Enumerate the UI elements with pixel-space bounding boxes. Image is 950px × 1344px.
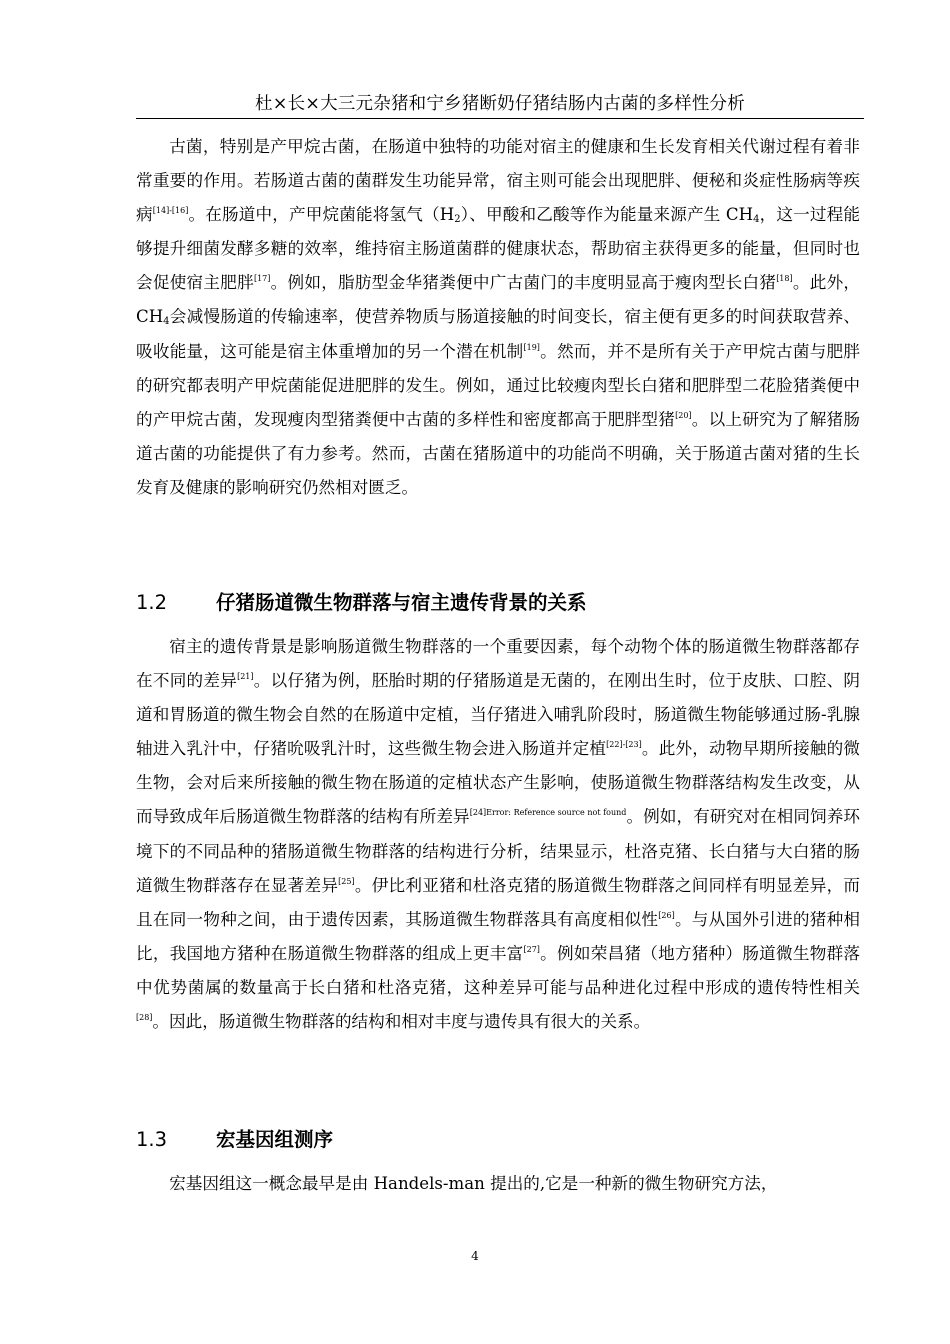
section-number: 1.3 bbox=[136, 1128, 168, 1151]
paragraph-metagenomics bbox=[136, 1167, 860, 1201]
citation: [18] bbox=[776, 274, 793, 284]
text-segment: 。例如，脂肪型金华猪粪便中广古菌门的丰度明显高于瘦肉型长白猪 bbox=[270, 273, 777, 293]
citation: [27] bbox=[523, 944, 540, 954]
text-segment: 。例如荣昌猪（地方猪种）肠道微生物群落中优势菌属的数量高于长白猪和杜洛克猪，这种差异可能与品种进化过程中形成的遗传特性相关 bbox=[136, 943, 861, 997]
section-title: 宏基因组测序 bbox=[216, 1128, 334, 1151]
subscript: 4 bbox=[163, 316, 170, 328]
citation: [28] bbox=[136, 1013, 153, 1023]
text-segment: 古菌，特别是产甲烷古菌，在肠道中独特的功能对宿主的健康和生长发育相关代谢过程有着非常重要的作用。若肠道古菌的菌群发生功能异常，宿主则可能会出现肥胖、便秘和炎症性肠病等疾病 bbox=[136, 137, 860, 225]
text-segment: 。伊比利亚猪和杜洛克猪的肠道微生物群落之间同样有明显差异，而且在同一物种之间，由于遗传因素，其肠道微生物群落具有高度相似性 bbox=[136, 875, 861, 929]
text-segment: 会减慢肠道的传输速率，使营养物质与肠道接触的时间变长，宿主便有更多的时间获取营养、吸收能量，这可能是宿主体重增加的另一个潜在机制 bbox=[136, 307, 860, 361]
text-segment: ，这一过程能够提升细菌发酵多糖的效率，维持宿主肠道菌群的健康状态，帮助宿主获得更多的能量，但同时也会促使宿主肥胖 bbox=[136, 205, 860, 293]
citation: [25] bbox=[338, 876, 355, 886]
header-rule bbox=[136, 118, 864, 119]
text-segment: 。因此，肠道微生物群落的结构和相对丰度与遗传具有很大的关系。 bbox=[152, 1012, 651, 1032]
text-segment: 。以上研究为了解猪肠道古菌的功能提供了有力参考。然而，古菌在猪肠道中的功能尚不明确，关于肠道古菌对猪的生长发育及健康的影响研究仍然相对匮乏。 bbox=[136, 409, 861, 497]
citation: [14]-[16] bbox=[152, 206, 189, 216]
text-segment: 。此外，CH bbox=[136, 273, 861, 327]
citation: [24]Error: Reference source not found bbox=[469, 808, 627, 818]
text-segment: 宏基因组这一概念最早是由 Handels-man 提出的,它是一种新的微生物研究方法， bbox=[169, 1174, 778, 1193]
citation: [26] bbox=[658, 910, 675, 920]
running-header-title: 杜×长×大三元杂猪和宁乡猪断奶仔猪结肠内古菌的多样性分析 bbox=[255, 94, 745, 114]
citation: [17] bbox=[253, 274, 271, 284]
paragraph-archaea-function bbox=[136, 130, 860, 505]
subscript: 4 bbox=[753, 214, 760, 226]
text-segment: 。与从国外引进的猪种相比，我国地方猪种在肠道微生物群落的组成上更丰富 bbox=[136, 909, 861, 963]
section-heading-1-3 bbox=[136, 1124, 860, 1156]
subscript: 2 bbox=[454, 214, 461, 226]
text-segment: 。此外，动物早期所接触的微生物，会对后来所接触的微生物在肠道的定植状态产生影响，使肠道微生物群落结构发生改变，从而导致成年后肠道微生物群落的结构有所差异 bbox=[136, 739, 861, 827]
text-segment: 宿主的遗传背景是影响肠道微生物群落的一个重要因素，每个动物个体的肠道微生物群落都存在不同的差异 bbox=[136, 637, 860, 691]
text-segment: 。例如，有研究对在相同饲养环境下的不同品种的猪肠道微生物群落的结构进行分析，结果显示，杜洛克猪、长白猪与大白猪的肠道微生物群落存在显著差异 bbox=[136, 807, 861, 895]
section-title: 仔猪肠道微生物群落与宿主遗传背景的关系 bbox=[216, 591, 587, 614]
citation: [20] bbox=[675, 410, 692, 420]
citation: [22]-[23] bbox=[606, 740, 642, 750]
section-number: 1.2 bbox=[136, 591, 168, 614]
page-number: 4 bbox=[471, 1249, 479, 1263]
citation: [21] bbox=[237, 672, 254, 682]
section-heading-1-2 bbox=[136, 587, 860, 619]
text-segment: ）、甲酸和乙酸等作为能量来源产生 CH bbox=[460, 205, 754, 225]
paragraph-host-genetics bbox=[136, 630, 860, 1039]
text-segment: 。以仔猪为例，胚胎时期的仔猪肠道是无菌的，在刚出生时，位于皮肤、口腔、阴道和胃肠道的微生物会自然的在肠道中定植，当仔猪进入哺乳阶段时，肠道微生物能够通过肠-乳腺轴进入乳汁中，仔猪吮吸乳汁时，这些微生物会进入肠道并定植 bbox=[136, 671, 861, 759]
text-segment: 。在肠道中，产甲烷菌能将氢气（H bbox=[188, 205, 455, 225]
text-segment: 。然而，并不是所有关于产甲烷古菌与肥胖的研究都表明产甲烷菌能促进肥胖的发生。例如，通过比较瘦肉型长白猪和肥胖型二花脸猪粪便中的产甲烷古菌，发现瘦肉型猪粪便中古菌的多样性和密度都高于肥胖型猪 bbox=[136, 341, 861, 429]
citation: [19] bbox=[523, 342, 540, 352]
